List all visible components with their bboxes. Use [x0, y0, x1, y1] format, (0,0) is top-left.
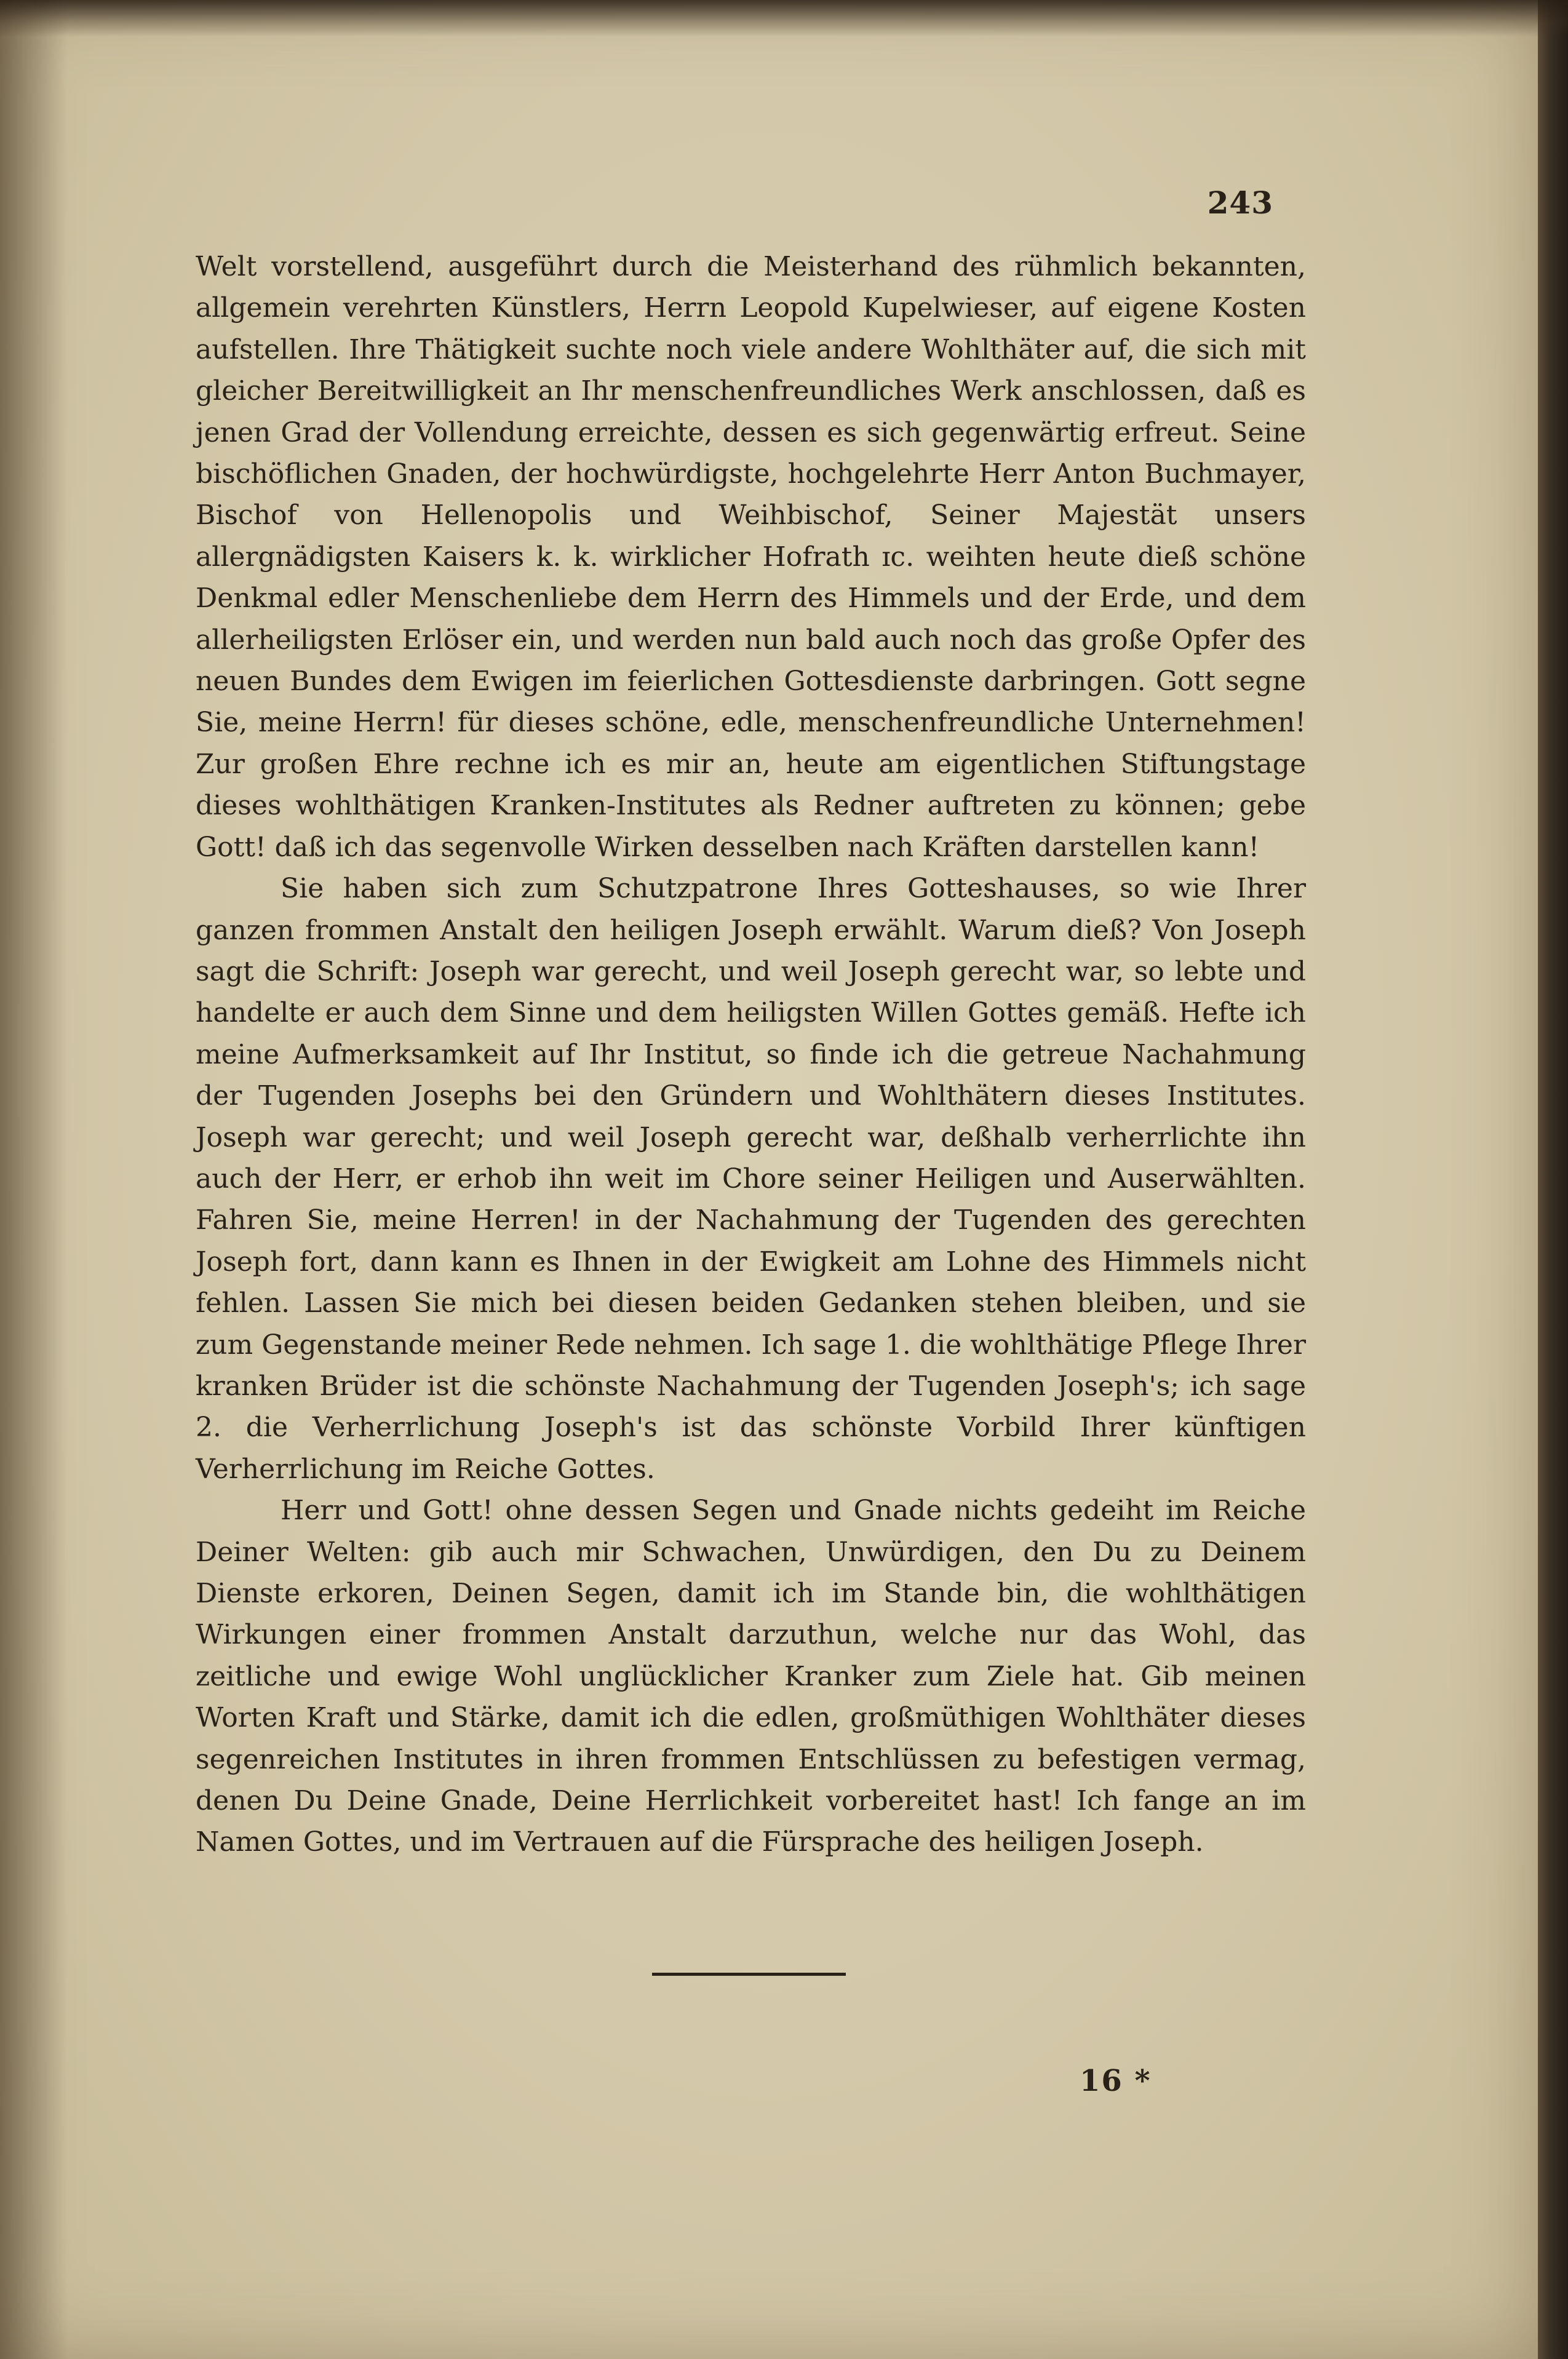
book-edge: [1538, 0, 1568, 2359]
body-text: [196, 246, 1306, 1863]
section-divider-rule: [652, 1973, 846, 1976]
gutter-shadow: [0, 0, 68, 2359]
paragraph-1: Welt vorstellend, ausgeführt durch die Meisterhand des rühmlich bekannten, allgemein verehrten Künstlers, Herrn Leopold Kupelwieser, auf eigene Kosten aufstellen. Ihre Thätigkeit suchte noch viele andere Wohlthäter auf, die sich mit gleicher Bereitwilligkeit an Ihr menschenfreundliches Werk anschlossen, daß es jenen Grad der Vollendung erreichte, dessen es sich gegenwärtig erfreut. Seine bischöflichen Gnaden, der hochwürdigste, hochgelehrte Herr Anton Buchmayer, Bischof von Hellenopolis und Weihbischof, Seiner Majestät unsers allergnädigsten Kaisers k. k. wirklicher Hofrath ɪc. weihten heute dieß schöne Denkmal edler Menschenliebe dem Herrn des Himmels und der Erde, und dem allerheiligsten Erlöser ein, und werden nun bald auch noch das große Opfer des neuen Bundes dem Ewigen im feierlichen Gottesdienste darbringen. Gott segne Sie, meine Herrn! für dieses schöne, edle, menschenfreundliche Unternehmen! Zur großen Ehre rechne ich es mir an, heute am eigentlichen Stiftungstage dieses wohlthätigen Kranken-Institutes als Redner auftreten zu können; gebe Gott! daß ich das segenvolle Wirken desselben nach Kräften darstellen kann!: [196, 251, 1306, 863]
paragraph-2: Sie haben sich zum Schutzpatrone Ihres Gotteshauses, so wie Ihrer ganzen frommen Anstalt den heiligen Joseph erwählt. Warum dieß? Von Joseph sagt die Schrift: Joseph war gerecht, und weil Joseph gerecht war, so lebte und handelte er auch dem Sinne und dem heiligsten Willen Gottes gemäß. Hefte ich meine Aufmerksamkeit auf Ihr Institut, so finde ich die getreue Nachahmung der Tugenden Josephs bei den Gründern und Wohlthätern dieses Institutes. Joseph war gerecht; und weil Joseph gerecht war, deßhalb verherrlichte ihn auch der Herr, er erhob ihn weit im Chore seiner Heiligen und Auserwählten. Fahren Sie, meine Herren! in der Nachahmung der Tugenden des gerechten Joseph fort, dann kann es Ihnen in der Ewigkeit am Lohne des Himmels nicht fehlen. Lassen Sie mich bei diesen beiden Gedanken stehen bleiben, und sie zum Gegenstande meiner Rede nehmen. Ich sage 1. die wohlthätige Pflege Ihrer kranken Brüder ist die schönste Nachahmung der Tugenden Joseph's; ich sage 2. die Verherrlichung Joseph's ist das schönste Vorbild Ihrer künftigen Verherrlichung im Reiche Gottes.: [196, 873, 1306, 1485]
paragraph-3: Herr und Gott! ohne dessen Segen und Gnade nichts gedeiht im Reiche Deiner Welten: gib auch mir Schwachen, Unwürdigen, den Du zu Deinem Dienste erkoren, Deinen Segen, damit ich im Stande bin, die wohlthätigen Wirkungen einer frommen Anstalt darzuthun, welche nur das Wohl, das zeitliche und ewige Wohl unglücklicher Kranker zum Ziele hat. Gib meinen Worten Kraft und Stärke, damit ich die edlen, großmüthigen Wohlthäter dieses segenreichen Institutes in ihren frommen Entschlüssen zu befestigen vermag, denen Du Deine Gnade, Deine Herrlichkeit vorbereitet hast! Ich fange an im Namen Gottes, und im Vertrauen auf die Fürsprache des heiligen Joseph.: [196, 1495, 1306, 1858]
page-number: 243: [1207, 185, 1273, 221]
signature-mark: 16 *: [1080, 2064, 1152, 2098]
scan-top-edge: [0, 0, 1568, 37]
